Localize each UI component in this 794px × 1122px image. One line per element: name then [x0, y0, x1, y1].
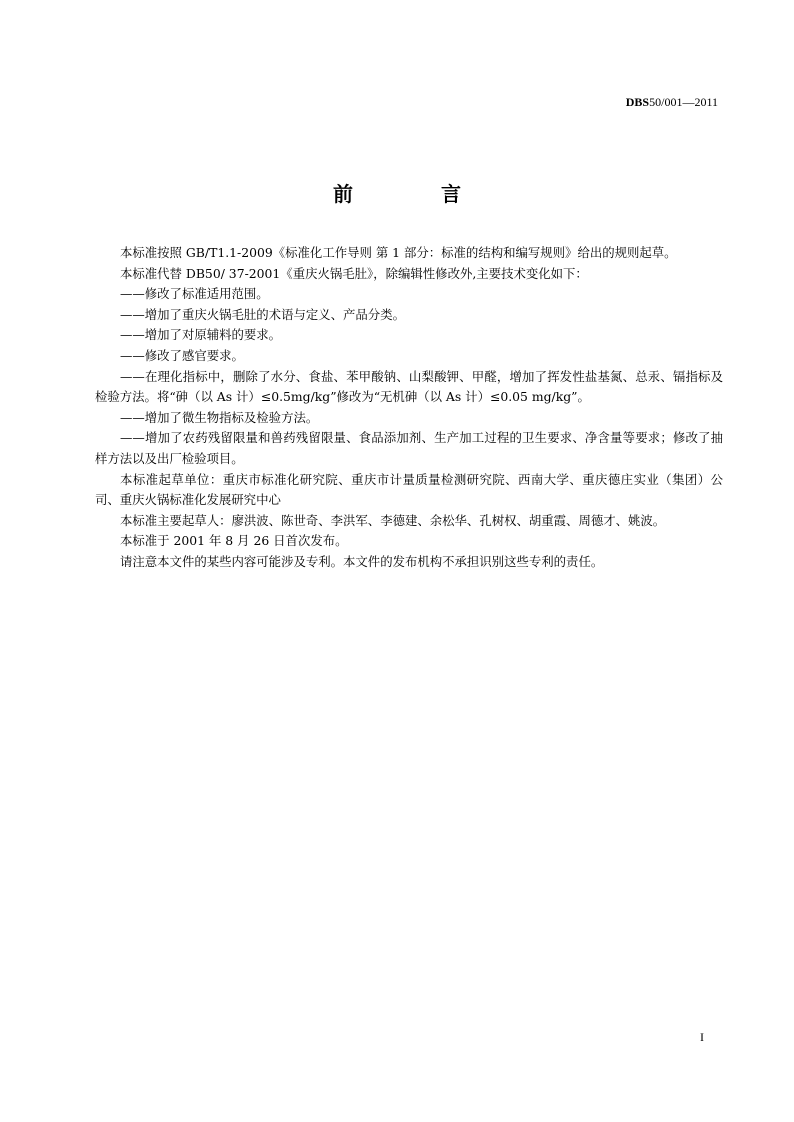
paragraph: 本标准按照 GB/T1.1-2009《标准化工作导则 第 1 部分：标准的结构和编写规则》给出的规则起草。	[120, 245, 677, 260]
paragraph: ——在理化指标中，删除了水分、食盐、苯甲酸钠、山梨酸钾、甲醛，增加了挥发性盐基氮、总汞、镉指标及检验方法。将“砷（以 As 计）≤0.5mg/kg”修改为“无机砷（以 As 计）≤0.05 mg/kg”。	[95, 368, 723, 405]
page-number: I	[700, 1030, 704, 1044]
paragraph: ——增加了重庆火锅毛肚的术语与定义、产品分类。	[120, 306, 405, 322]
document-code	[626, 95, 718, 110]
page-title: 前言	[333, 182, 549, 206]
document-code-number: 50/001—2011	[649, 95, 718, 109]
paragraph: ——增加了对原辅料的要求。	[120, 327, 282, 343]
paragraph: 请注意本文件的某些内容可能涉及专利。本文件的发布机构不承担识别这些专利的责任。	[120, 553, 604, 569]
paragraph: ——增加了微生物指标及检验方法。	[120, 409, 319, 425]
paragraph: 本标准于 2001 年 8 月 26 日首次发布。	[120, 533, 348, 549]
paragraph: 本标准主要起草人：廖洪波、陈世奇、李洪军、李德建、余松华、孔树权、胡重霞、周德才、姚波。	[120, 512, 666, 528]
foreword-body	[95, 243, 723, 573]
paragraph: 本标准起草单位：重庆市标准化研究院、重庆市计量质量检测研究院、西南大学、重庆德庄实业（集团）公司、重庆火锅标准化发展研究中心	[95, 471, 723, 508]
document-code-prefix: DBS	[625, 95, 650, 109]
paragraph: ——增加了农药残留限量和兽药残留限量、食品添加剂、生产加工过程的卫生要求、净含量等要求；修改了抽样方法以及出厂检验项目。	[95, 430, 723, 466]
paragraph: ——修改了标准适用范围。	[120, 286, 269, 302]
paragraph: ——修改了感官要求。	[120, 347, 244, 363]
paragraph: 本标准代替 DB50/ 37-2001《重庆火锅毛肚》，除编辑性修改外,主要技术变化如下：	[120, 265, 588, 281]
